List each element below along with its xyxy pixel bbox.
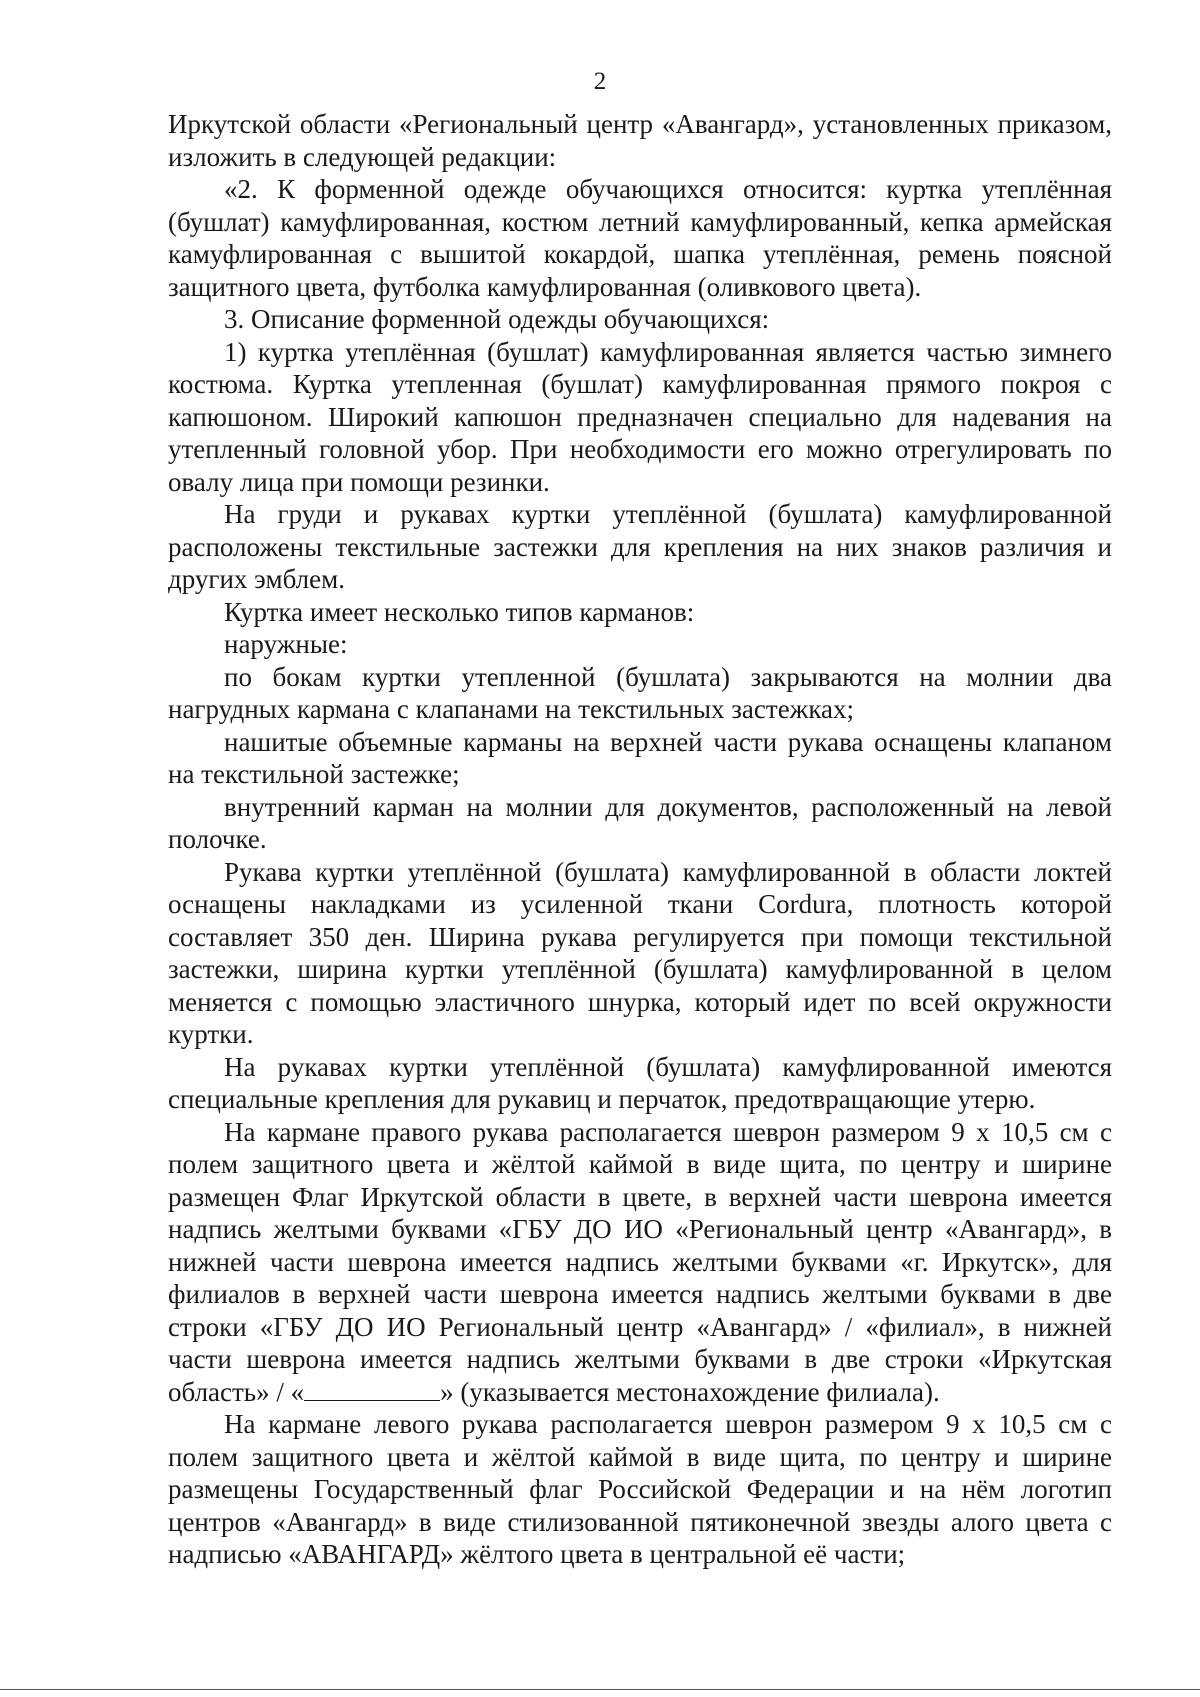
branch-location-blank xyxy=(304,1378,440,1401)
paragraph-uniform-items: «2. К форменной одежде обучающихся относится: куртка утеплённая (бушлат) камуфлированная, костюм летний камуфлированный, кепка армейская камуфлированная с вышитой кокардой, шапка утеплённая, ремень поясной защитного цвета, футболка камуфлированная (оливкового цвета). xyxy=(168,174,1112,302)
paragraph-left-sleeve-chevron: На кармане левого рукава располагается шеврон размером 9 х 10,5 см с полем защитного цвета и жёлтой каймой в виде щита, по центру и ширине размещены Государственный флаг Российской Федерации и на нём логотип центров «Авангард» в виде стилизованной пятиконечной звезды алого цвета с надписью «АВАНГАРД» жёлтого цвета в центральной её части; xyxy=(168,1409,1112,1569)
paragraph-pocket-types: Куртка имеет несколько типов карманов: xyxy=(224,596,695,627)
paragraph-inner-pocket: внутренний карман на молнии для документов, расположенный на левой полочке. xyxy=(168,791,1112,854)
paragraph-sleeve-pockets: нашитые объемные карманы на верхней части рукава оснащены клапаном на текстильной застежке; xyxy=(168,726,1112,789)
paragraph-breast-pockets: по бокам куртки утепленной (бушлата) закрываются на молнии два нагрудных кармана с клапанами на текстильных застежках; xyxy=(168,661,1112,724)
paragraph-glove-attachments: На рукавах куртки утеплённой (бушлата) камуфлированной имеются специальные крепления для рукавиц и перчаток, предотвращающие утерю. xyxy=(168,1051,1112,1114)
paragraph-jacket-description: 1) куртка утеплённая (бушлат) камуфлированная является частью зимнего костюма. Куртка утепленная (бушлат) камуфлированная прямого покроя с капюшоном. Широкий капюшон предназначен специально для надевания на утепленный головной убор. При необходимости его можно отрегулировать по овалу лица при помощи резинки. xyxy=(168,336,1112,497)
paragraph-section-3-heading: 3. Описание форменной одежды обучающихся: xyxy=(224,304,770,334)
document-body xyxy=(168,108,1112,1571)
right-sleeve-text-end: » (указывается местонахождение филиала). xyxy=(440,1376,940,1407)
paragraph-sleeve-reinforcement: Рукава куртки утеплённой (бушлата) камуфлированной в области локтей оснащены накладками из усиленной ткани Cordura, плотность которой составляет 350 ден. Ширина рукава регулируется при помощи текстильной застежки, ширина куртки утеплённой (бушлата) камуфлированной в целом меняется с помощью эластичного шнурка, который идет по всей окружности куртки. xyxy=(168,856,1112,1049)
paragraph-outer-pockets-label: наружные: xyxy=(224,629,348,659)
paragraph-chest-fasteners: На груди и рукавах куртки утеплённой (бушлата) камуфлированной расположены текстильные застежки для крепления на них знаков различия и других эмблем. xyxy=(168,499,1112,594)
page-bottom-rule xyxy=(0,1689,1200,1690)
page-number: 2 xyxy=(593,68,607,95)
paragraph-intro: Иркутской области «Региональный центр «Авангард», установленных приказом, изложить в следующей редакции: xyxy=(168,109,1112,172)
paragraph-right-sleeve-chevron xyxy=(168,1116,1112,1409)
right-sleeve-text-start: На кармане правого рукава располагается шеврон размером 9 х 10,5 см с полем защитного цвета и жёлтой каймой в виде щита, по центру и ширине размещен Флаг Иркутской области в цвете, в верхней части шеврона имеется надпись желтыми буквами «ГБУ ДО ИО «Региональный центр «Авангард», в нижней части шеврона имеется надпись желтыми буквами «г. Иркутск», для филиалов в верхней части шеврона имеется надпись желтыми буквами в две строки «ГБУ ДО ИО Региональный центр «Авангард» / «филиал», в нижней части шеврона имеется надпись желтыми буквами в две строки «Иркутская область» / « xyxy=(168,1116,1112,1407)
